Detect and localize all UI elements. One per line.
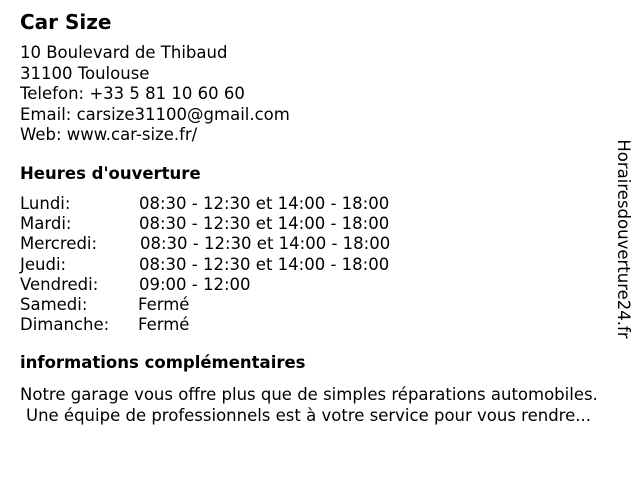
additional-info-heading: informations complémentaires bbox=[20, 353, 306, 372]
day-label: Jeudi: bbox=[20, 254, 67, 274]
site-watermark: Horairesdouverture24.fr bbox=[614, 139, 633, 339]
address-line-2: 31100 Toulouse bbox=[20, 63, 150, 83]
day-label: Dimanche: bbox=[20, 315, 110, 335]
hours-value: 08:30 - 12:30 et 14:00 - 18:00 bbox=[139, 254, 390, 274]
opening-hours-heading: Heures d'ouverture bbox=[20, 164, 201, 183]
day-label: Lundi: bbox=[20, 194, 71, 213]
email-text: Email: carsize31100@gmail.com bbox=[20, 104, 290, 124]
day-label: Vendredi: bbox=[20, 274, 99, 294]
hours-value: 09:00 - 12:00 bbox=[139, 274, 251, 294]
additional-info-text bbox=[20, 385, 640, 426]
info-line-2: Une équipe de professionnels est à votre service pour vous rendre... bbox=[26, 405, 591, 425]
website-text: Web: www.car-size.fr/ bbox=[20, 125, 198, 144]
hours-value: Fermé bbox=[138, 315, 190, 335]
contact-block bbox=[20, 43, 290, 146]
address-line-1: 10 Boulevard de Thibaud bbox=[20, 43, 228, 62]
day-label: Mercredi: bbox=[20, 234, 98, 254]
day-label: Mardi: bbox=[20, 214, 72, 234]
day-label: Samedi: bbox=[20, 294, 88, 314]
hours-value: 08:30 - 12:30 et 14:00 - 18:00 bbox=[140, 234, 391, 254]
hours-value: Fermé bbox=[138, 294, 190, 314]
info-line-1: Notre garage vous offre plus que de simples réparations automobiles. bbox=[20, 385, 598, 404]
business-name: Car Size bbox=[20, 10, 112, 34]
hours-value: 08:30 - 12:30 et 14:00 - 18:00 bbox=[139, 214, 390, 234]
phone-text: Telefon: +33 5 81 10 60 60 bbox=[20, 84, 245, 103]
hours-value: 08:30 - 12:30 et 14:00 - 18:00 bbox=[139, 194, 390, 213]
